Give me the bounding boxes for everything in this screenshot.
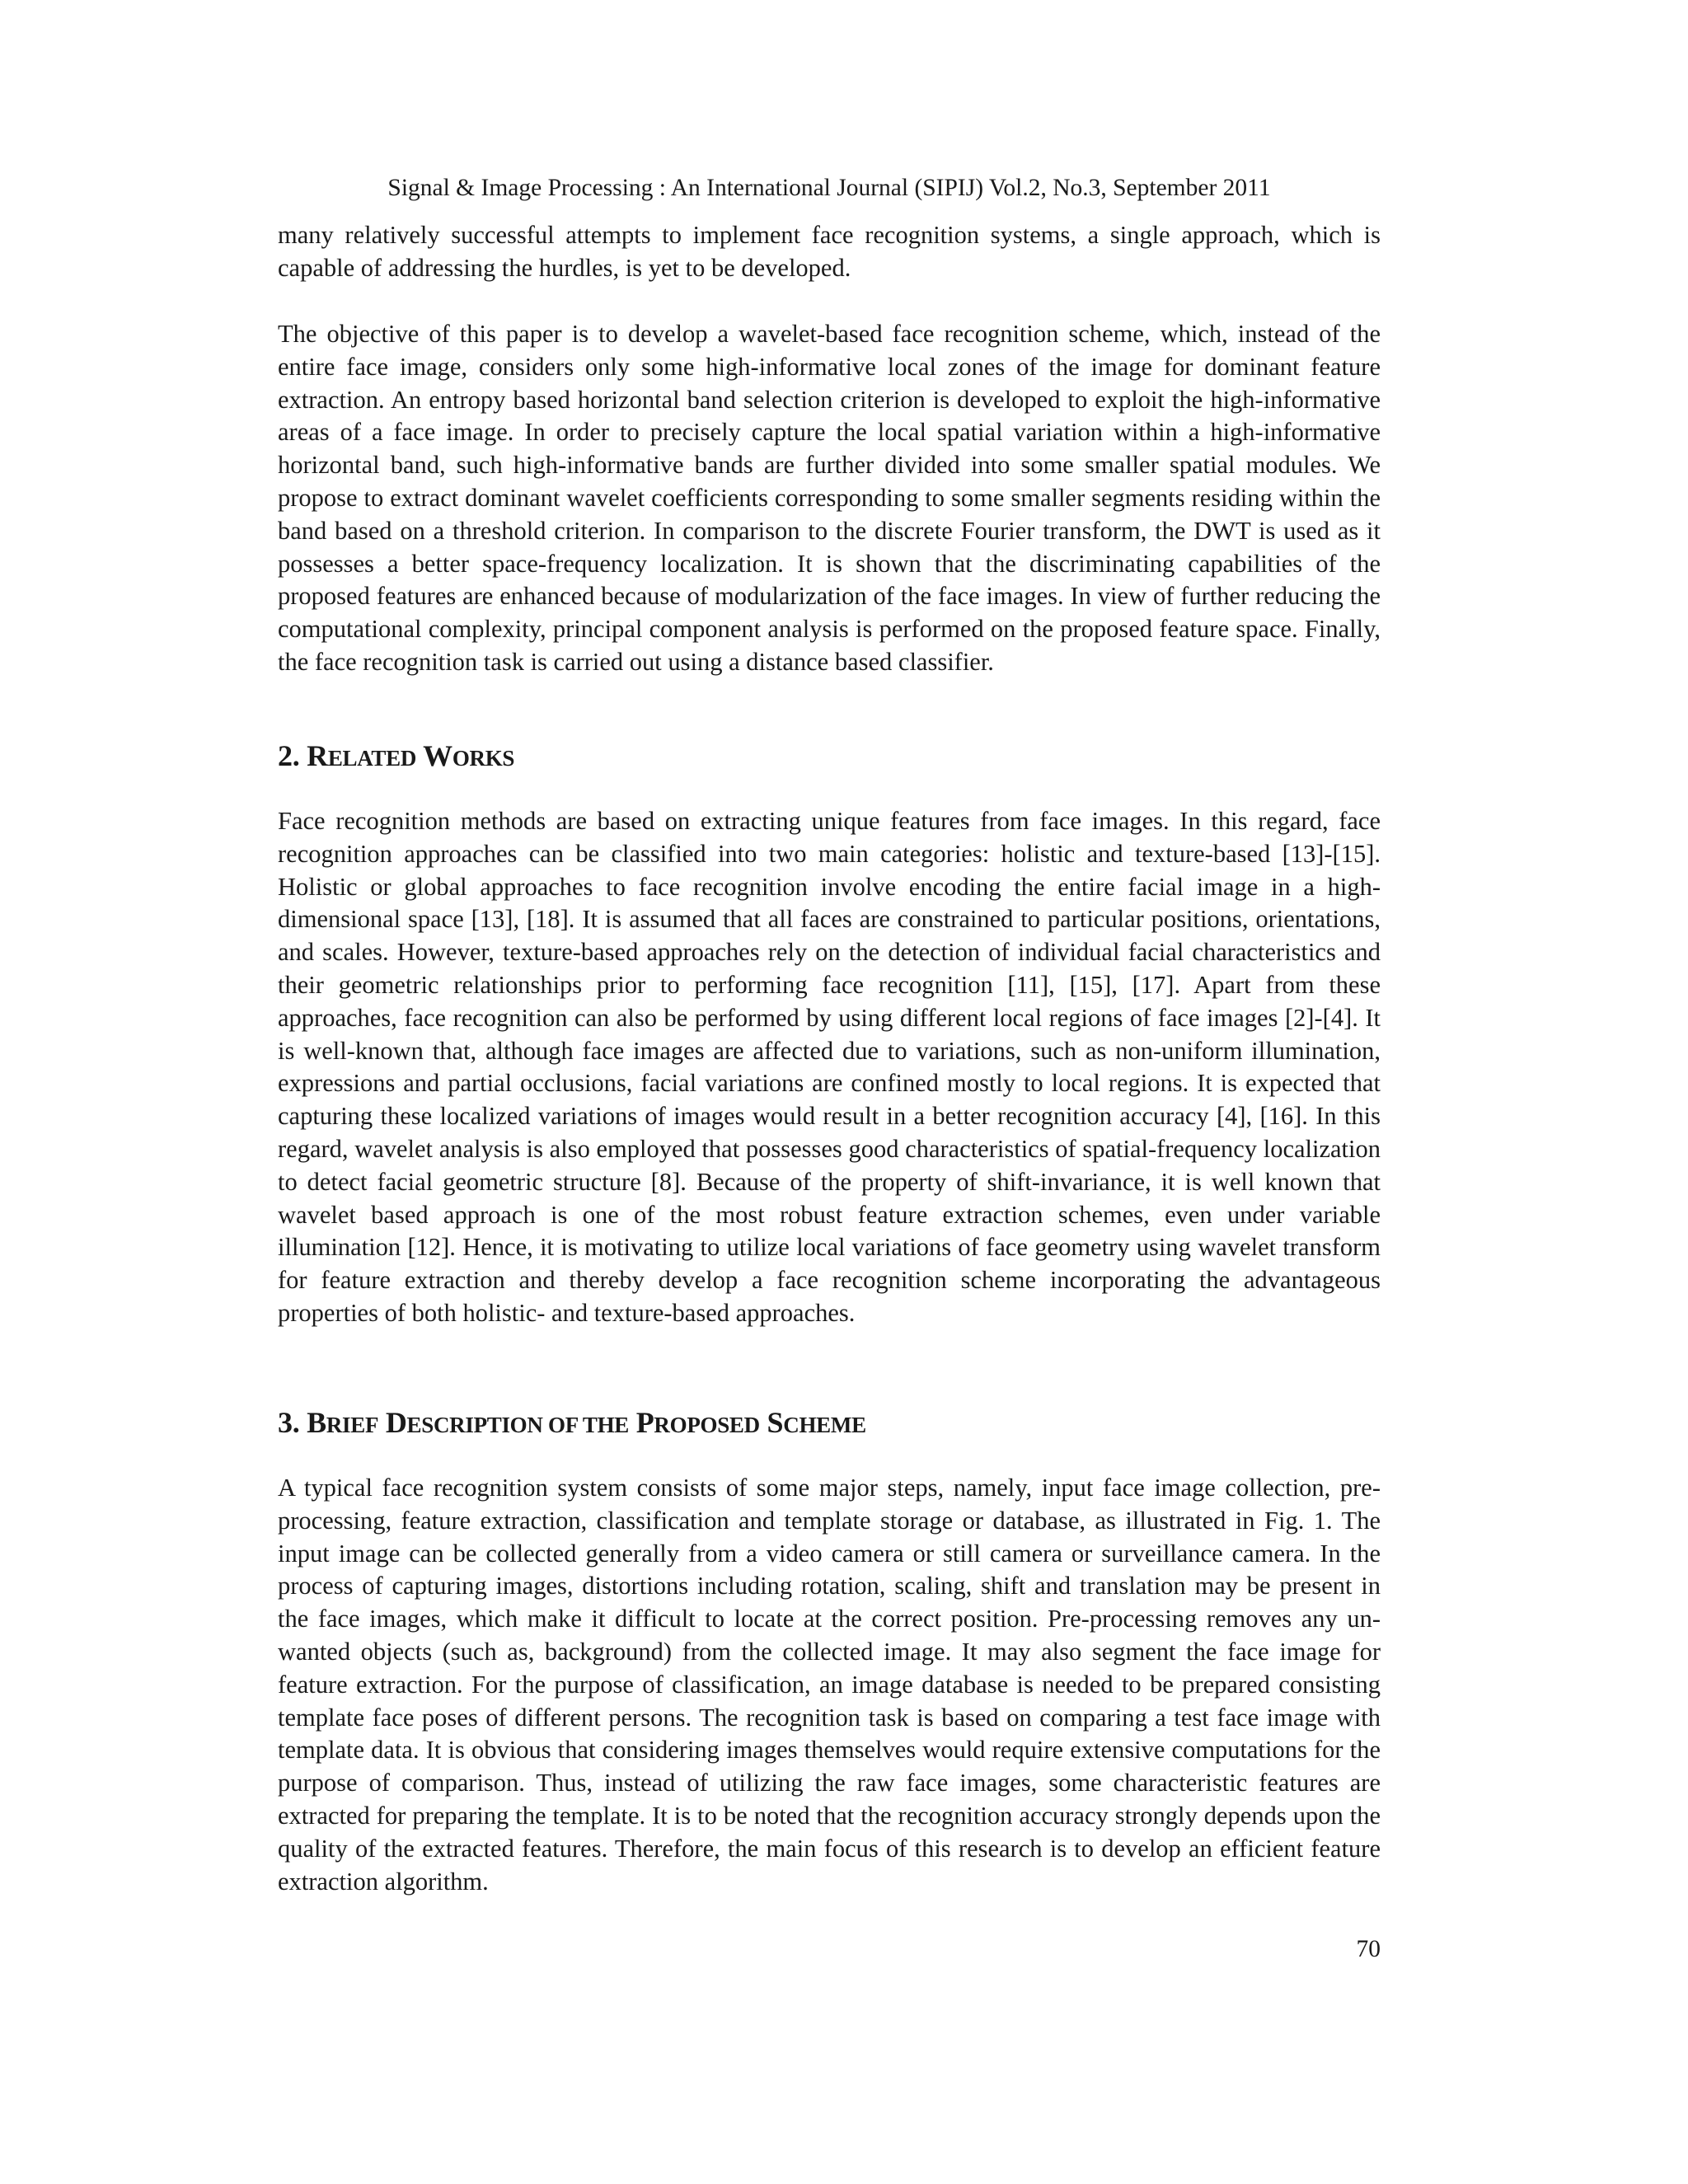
- paragraph-objective: The objective of this paper is to develop a wavelet-based face recognition scheme, which, instead of the entire face image, considers only some high-informative local zones of the image for dominant feature extraction. An entropy based horizontal band selection criterion is developed to exploit the high-informative areas of a face image. In order to precisely capture the local spatial variation within a high-informative horizontal band, such high-informative bands are further divided into some smaller spatial modules. We propose to extract dominant wavelet coefficients corresponding to some smaller segments residing within the band based on a threshold criterion. In comparison to the discrete Fourier transform, the DWT is used as it possesses a better space-frequency localization. It is shown that the discriminating capabilities of the proposed features are enhanced because of modularization of the face images. In view of further reducing the computational complexity, principal component analysis is performed on the proposed feature space. Finally, the face recognition task is carried out using a distance based classifier.: [278, 320, 1381, 676]
- paragraph-intro-continued: many relatively successful attempts to implement face recognition systems, a single approach, which is capable of addressing the hurdles, is yet to be developed.: [278, 221, 1381, 282]
- paragraph-related-works: Face recognition methods are based on extracting unique features from face images. In this regard, face recognition approaches can be classified into two main categories: holistic and texture-based [13]-[15]. Holistic or global approaches to face recognition involve encoding the entire facial image in a high-dimensional space [13], [18]. It is assumed that all faces are constrained to particular positions, orientations, and scales. However, texture-based approaches rely on the detection of individual facial characteristics and their geometric relationships prior to performing face recognition [11], [15], [17]. Apart from these approaches, face recognition can also be performed by using different local regions of face images [2]-[4]. It is well-known that, although face images are affected due to variations, such as non-uniform illumination, expressions and partial occlusions, facial variations are confined mostly to local regions. It is expected that capturing these localized variations of images would result in a better recognition accuracy [4], [16]. In this regard, wavelet analysis is also employed that possesses good characteristics of spatial-frequency localization to detect facial geometric structure [8]. Because of the property of shift-invariance, it is well known that wavelet based approach is one of the most robust feature extraction schemes, even under variable illumination [12]. Hence, it is motivating to utilize local variations of face geometry using wavelet transform for feature extraction and thereby develop a face recognition scheme incorporating the advantageous properties of both holistic- and texture-based approaches.: [278, 807, 1381, 1327]
- section-heading-brief-description: 3. BRIEF DESCRIPTION OF THE PROPOSED SCHEME: [278, 1406, 866, 1439]
- page-number: 70: [1356, 1936, 1381, 1962]
- paper-page: [278, 0, 1381, 2184]
- paragraph-proposed-scheme: A typical face recognition system consists of some major steps, namely, input face image collection, pre-processing, feature extraction, classification and template storage or database, as illustrated in Fig. 1. The input image can be collected generally from a video camera or still camera or surveillance camera. In the process of capturing images, distortions including rotation, scaling, shift and translation may be present in the face images, which make it difficult to locate at the correct position. Pre-processing removes any un-wanted objects (such as, background) from the collected image. It may also segment the face image for feature extraction. For the purpose of classification, an image database is needed to be prepared consisting template face poses of different persons. The recognition task is based on comparing a test face image with template data. It is obvious that considering images themselves would require extensive computations for the purpose of comparison. Thus, instead of utilizing the raw face images, some characteristic features are extracted for preparing the template. It is to be noted that the recognition accuracy strongly depends upon the quality of the extracted features. Therefore, the main focus of this research is to develop an efficient feature extraction algorithm.: [278, 1474, 1381, 1896]
- running-header: Signal & Image Processing : An International Journal (SIPIJ) Vol.2, No.3, September 2011: [387, 175, 1271, 201]
- section-heading-related-works: 2. RELATED WORKS: [278, 739, 515, 772]
